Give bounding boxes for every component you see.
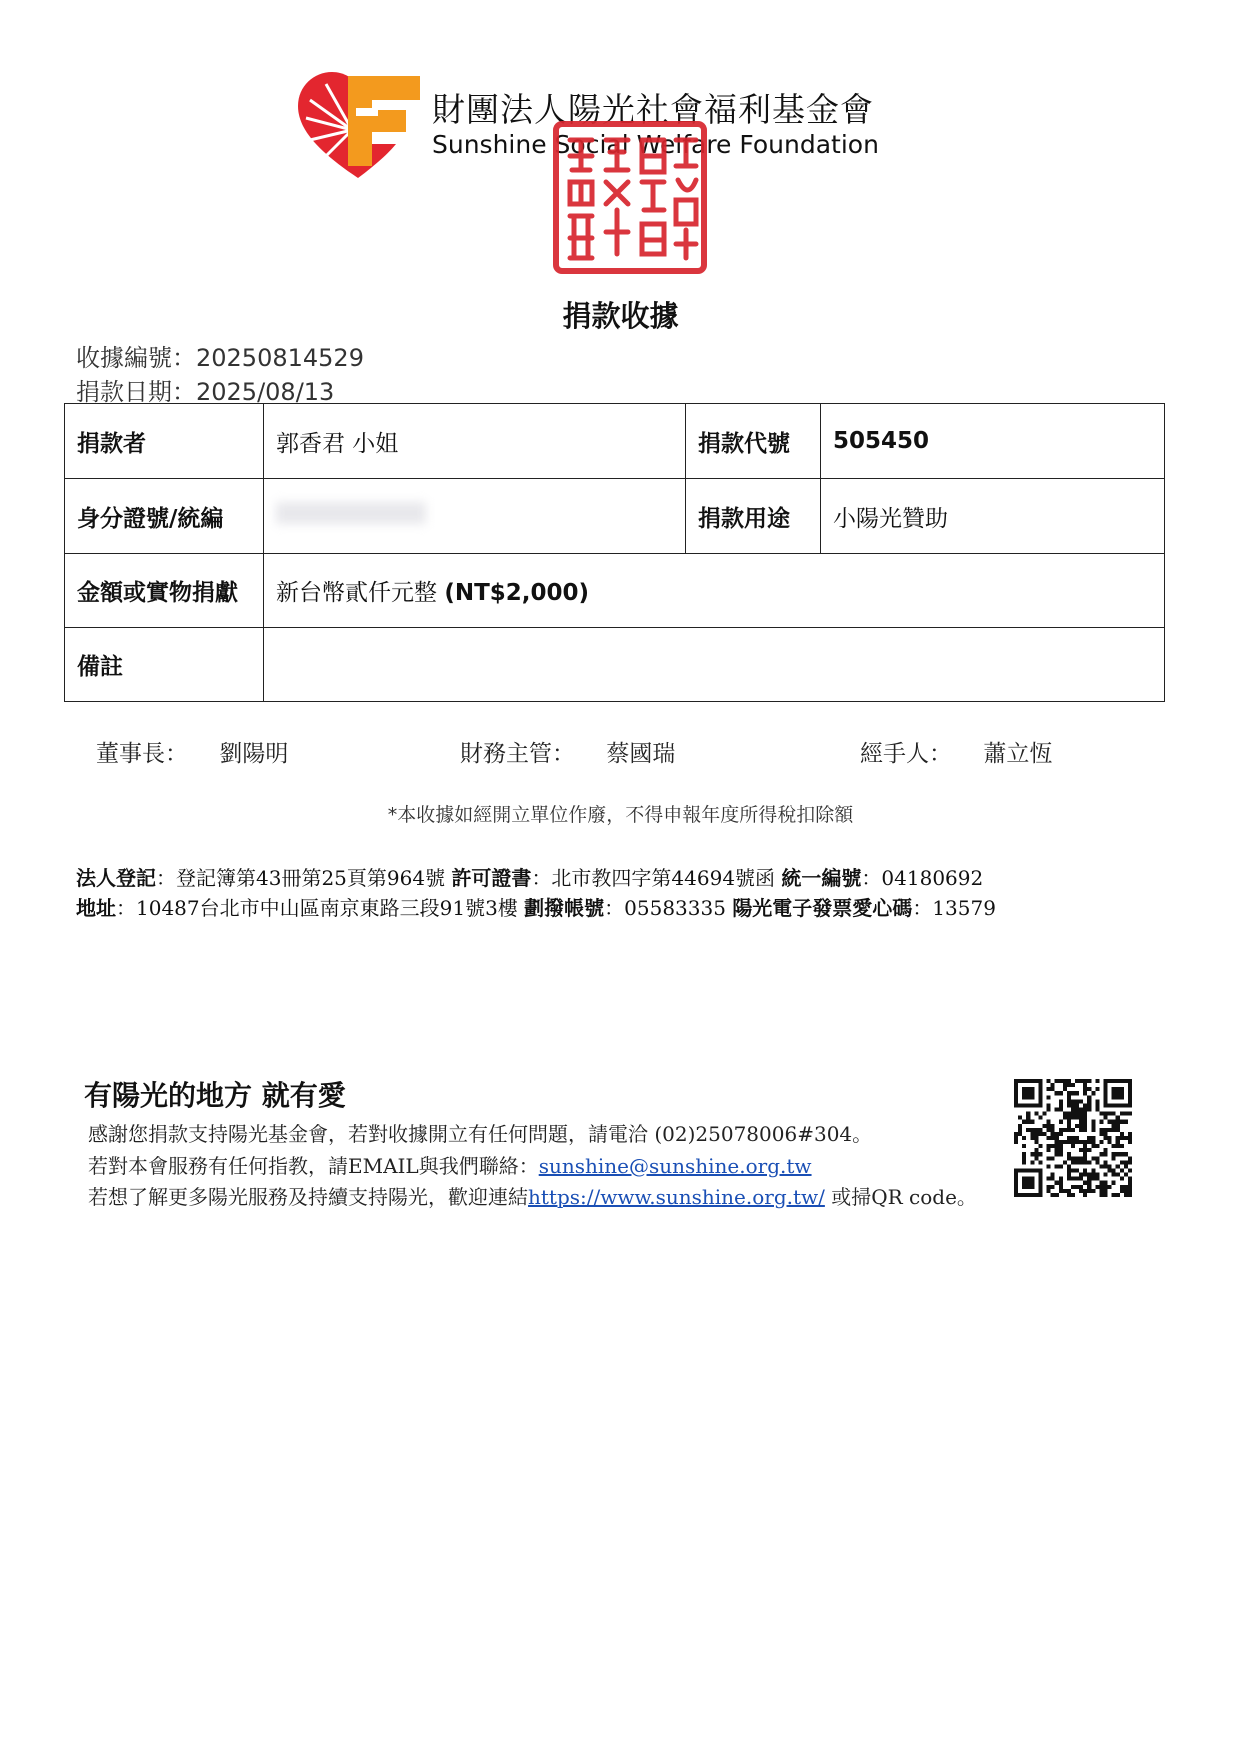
- footer-line-email: [88, 1150, 812, 1179]
- handler-signature: [860, 735, 1052, 768]
- reg-value: ：04180692: [861, 866, 984, 890]
- finance-signature: [460, 735, 675, 768]
- footer-line-website: [88, 1181, 977, 1210]
- email-link[interactable]: sunshine@sunshine.org.tw: [538, 1154, 812, 1178]
- sunshine-logo-icon: [296, 70, 426, 180]
- table-row: [65, 554, 1165, 628]
- chairman-label: 董事長：: [96, 741, 188, 767]
- handler-label: 經手人：: [860, 741, 952, 767]
- reg-value: ：北市教四字第44694號函: [531, 866, 782, 890]
- amount-value: [264, 554, 1165, 628]
- reg-label: 許可證書: [451, 866, 532, 890]
- amount-text: 新台幣貳仟元整 (NT$2,000): [276, 580, 590, 606]
- chairman-name: 劉陽明: [219, 741, 289, 767]
- donation-code-value: 505450: [821, 404, 1165, 479]
- donation-date: 捐款日期：2025/08/13: [76, 378, 335, 406]
- reg-label: 統一編號: [781, 866, 862, 890]
- website-link[interactable]: https://www.sunshine.org.tw/: [528, 1185, 825, 1209]
- id-number-value: [264, 479, 686, 554]
- email-prefix: 若對本會服務有任何指教，請EMAIL與我們聯絡：: [88, 1154, 539, 1178]
- reg-value: ：10487台北市中山區南京東路三段91號3樓: [116, 896, 525, 920]
- registration-line-2: [76, 892, 996, 921]
- handler-name: 蕭立恆: [983, 741, 1053, 767]
- org-name-en: Sunshine Social Welfare Foundation: [432, 130, 879, 159]
- reg-value: ：05583335: [604, 896, 733, 920]
- chairman-signature: [96, 735, 288, 768]
- org-name-zh: 財團法人陽光社會福利基金會: [432, 90, 874, 129]
- official-seal-icon: [552, 120, 708, 275]
- finance-label: 財務主管：: [460, 741, 575, 767]
- finance-name: 蔡國瑞: [606, 741, 676, 767]
- slogan: 有陽光的地方 就有愛: [84, 1079, 346, 1112]
- reg-value: ：13579: [912, 896, 996, 920]
- table-row: [65, 404, 1165, 479]
- remark-value: [264, 628, 1165, 702]
- qr-code-icon[interactable]: [1014, 1079, 1132, 1197]
- reg-label: 法人登記: [76, 866, 156, 890]
- table-row: [65, 628, 1165, 702]
- purpose-label: 捐款用途: [686, 479, 821, 554]
- purpose-value: 小陽光贊助: [821, 479, 1165, 554]
- void-note: *本收據如經開立單位作廢，不得申報年度所得稅扣除額: [387, 804, 854, 826]
- receipt-number: 收據編號：20250814529: [76, 344, 364, 372]
- footer-line-contact: 感謝您捐款支持陽光基金會，若對收據開立有任何問題，請電洽 (02)25078006#304。: [88, 1122, 873, 1146]
- website-suffix: 或掃QR code。: [824, 1185, 977, 1209]
- table-row: [65, 479, 1165, 554]
- amount-label: 金額或實物捐獻: [65, 554, 264, 628]
- donor-value: 郭香君 小姐: [264, 404, 686, 479]
- donation-table: [64, 403, 1165, 702]
- redacted-id-blur: [276, 502, 426, 524]
- website-prefix: 若想了解更多陽光服務及持續支持陽光，歡迎連結: [88, 1185, 528, 1209]
- receipt-title: 捐款收據: [562, 299, 679, 333]
- registration-line-1: [76, 862, 983, 891]
- reg-label: 劃撥帳號: [524, 896, 605, 920]
- reg-label: 地址: [76, 896, 116, 920]
- reg-label: 陽光電子發票愛心碼: [732, 896, 913, 920]
- id-number-label: 身分證號/統編: [65, 479, 264, 554]
- donation-code-label: 捐款代號: [686, 404, 821, 479]
- donor-label: 捐款者: [65, 404, 264, 479]
- reg-value: ：登記簿第43冊第25頁第964號: [156, 866, 452, 890]
- remark-label: 備註: [65, 628, 264, 702]
